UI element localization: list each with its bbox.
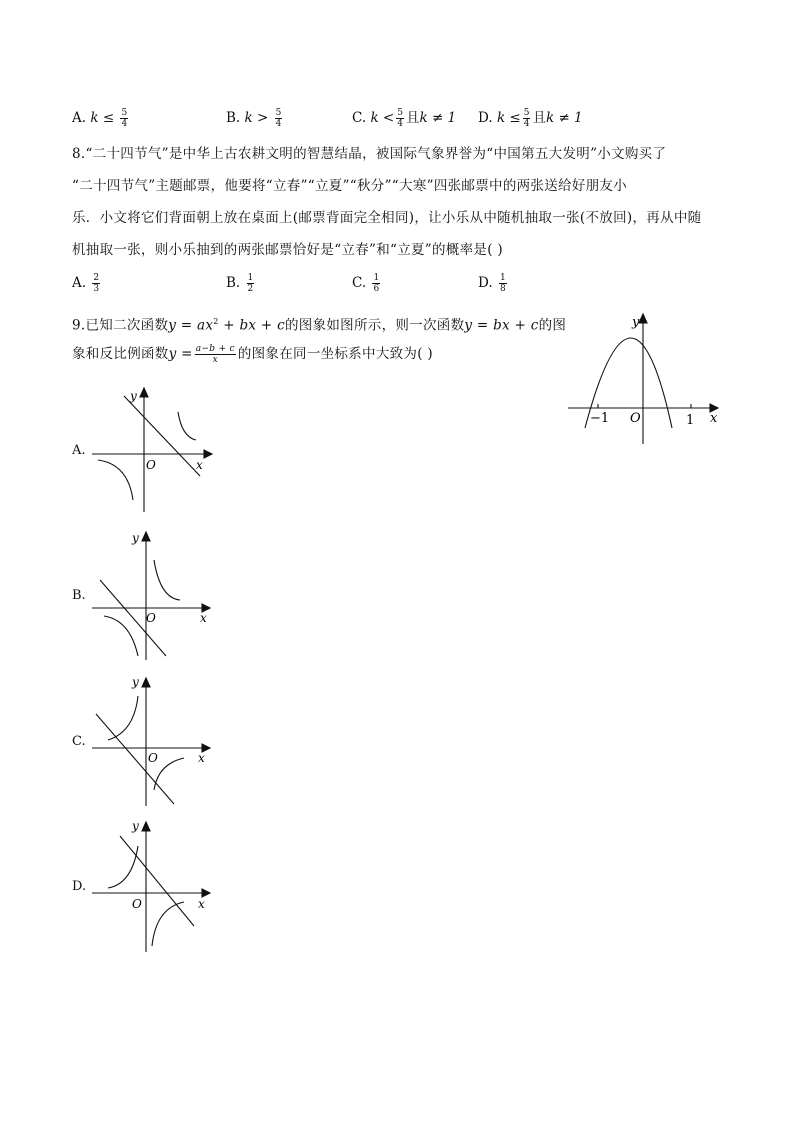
hyperbola-branch-1	[178, 412, 196, 440]
q8-line-1: 8.“二十四节气”是中华上古农耕文明的智慧结晶，被国际气象界誉为“中国第五大发明”小文购买了	[72, 146, 667, 162]
svg-text:x: x	[200, 611, 207, 625]
fraction: $\frac{5}{4}$	[121, 108, 128, 129]
linear-line	[120, 836, 194, 926]
parabola-graph	[560, 308, 730, 448]
svg-text:y: y	[132, 675, 139, 689]
q9-option-d-label: D.	[72, 879, 87, 894]
svg-text:y: y	[132, 819, 139, 833]
q7-option-a: A. k ≤ $\frac{5}{4}$	[72, 108, 128, 129]
q9-option-c-label: C.	[72, 734, 86, 749]
q8-option-d: D. $\frac{1}{8}$	[478, 273, 506, 294]
q8-line-2: “二十四节气”主题邮票，他要将“立春”“立夏”“秋分”“大寒”四张邮票中的两张送给好朋友小	[72, 178, 628, 194]
y-arrow-icon	[142, 822, 150, 831]
svg-text:O: O	[132, 897, 142, 911]
y-arrow-icon	[639, 314, 647, 323]
hyperbola-branch-2	[104, 616, 138, 656]
y-arrow-icon	[142, 532, 150, 541]
q9-option-d-graph	[88, 816, 218, 954]
q8-option-c: C. $\frac{1}{6}$	[352, 273, 380, 294]
q8-line-4: 机抽取一张，则小乐抽到的两张邮票恰好是“立春”和“立夏”的概率是( )	[72, 242, 503, 258]
svg-text:−1: −1	[590, 411, 610, 426]
fraction: $\frac{5}{4}$	[523, 108, 530, 129]
q9-option-c-graph	[88, 672, 218, 808]
y-arrow-icon	[140, 388, 148, 397]
hyperbola-branch-2	[154, 758, 184, 790]
svg-text:y: y	[132, 531, 139, 545]
q9-option-b-label: B.	[72, 588, 86, 603]
q8-option-a: A. $\frac{2}{3}$	[72, 273, 100, 294]
q8-line-3: 乐．小文将它们背面朝上放在桌面上(邮票背面完全相同)，让小乐从中随机抽取一张(不放回)，再从中随	[72, 210, 702, 226]
x-arrow-icon	[204, 450, 212, 458]
q9-line-2: 象和反比例函数y = $\frac{a-b + c}{x}$ 的图象在同一坐标系中大致为( )	[72, 344, 433, 365]
svg-text:y: y	[130, 389, 137, 403]
svg-text:O: O	[146, 611, 156, 625]
svg-text:1: 1	[686, 413, 695, 428]
linear-line	[96, 714, 174, 804]
q7-option-d: D. k ≤ $\frac{5}{4}$ 且k ≠ 1	[478, 108, 583, 129]
svg-text:O: O	[146, 458, 156, 472]
q9-option-b-graph	[88, 526, 218, 662]
q9-line-1: 9.已知二次函数$y = ax^2$ + bx + c的图象如图所示，则一次函数y = bx + c的图	[72, 317, 567, 334]
svg-text:x: x	[198, 897, 205, 911]
linear-line	[100, 580, 166, 656]
svg-text:x: x	[710, 411, 718, 426]
y-arrow-icon	[142, 678, 150, 687]
q9-option-a-graph	[88, 382, 218, 514]
q7-option-c: C. k < $\frac{5}{4}$ 且k ≠ 1	[352, 108, 457, 129]
svg-text:y: y	[632, 315, 640, 330]
svg-text:O: O	[148, 751, 158, 765]
fraction: $\frac{5}{4}$	[275, 108, 282, 129]
q7-option-b: B. k > $\frac{5}{4}$	[226, 108, 282, 129]
hyperbola-branch-2	[98, 460, 133, 500]
svg-text:x: x	[198, 751, 205, 765]
x-arrow-icon	[202, 889, 210, 897]
q9-option-a-label: A.	[72, 443, 86, 458]
svg-text:O: O	[630, 411, 641, 426]
fraction: $\frac{5}{4}$	[397, 108, 403, 129]
q8-option-b: B. $\frac{1}{2}$	[226, 273, 254, 294]
hyperbola-branch-1	[154, 560, 180, 600]
svg-text:x: x	[196, 458, 203, 472]
